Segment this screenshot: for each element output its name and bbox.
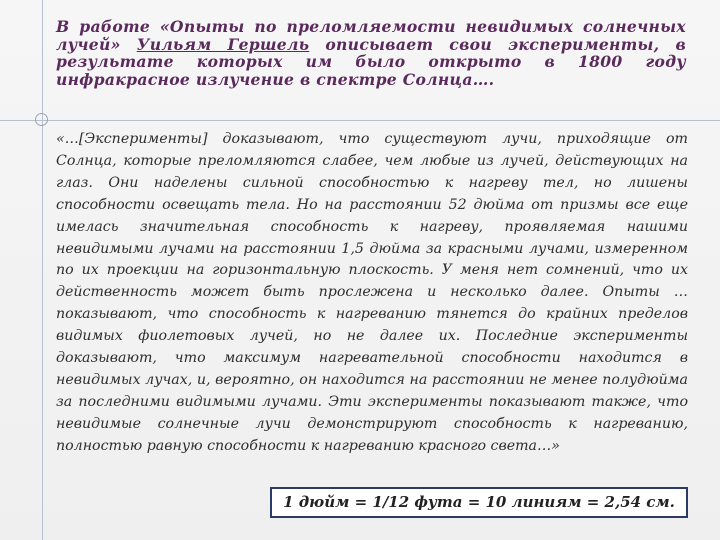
heading-text-part2: описывает свои эксперименты, в результате которых им было открыто в 1800 году инфракрасное излучение в спектре Солнца…. [56,34,686,89]
heading-text-part1: В работе «Опыты по преломляемости невидимых солнечных лучей» [56,17,686,54]
crosshair-ring-icon [35,113,48,126]
unit-conversion-box: 1 дюйм = 1/12 фута = 10 линиям = 2,54 см. [270,487,688,518]
heading-author: Уильям Гершель [136,34,310,54]
vertical-guide-line [42,0,43,540]
herschel-quote: «…[Эксперименты] доказывают, что существуют лучи, приходящие от Солнца, которые преломляются слабее, чем любые из лучей, действующих на глаз. Они наделены сильной способностью к нагреву тел, но лишены способности освещать тела. Но на расстоянии 52 дюйма от призмы все еще имелась значительная способность к нагреву, проявляемая нашими невидимыми лучами на расстоянии 1,5 дюйма за красными лучами, измеренном по их проекции на горизонтальную плоскость. У меня нет сомнений, что их действенность может быть прослежена и несколько далее. Опыты … показывают, что способность к нагреванию тянется до крайних пределов видимых фиолетовых лучей, но не далее их. Последние эксперименты доказывают, что максимум нагревательной способности находится в невидимых лучах, и, вероятно, он находится на расстоянии не менее полудюйма за последними видимыми лучами. Эти эксперименты показывают также, что невидимые солнечные лучи демонстрируют способность к нагреванию, полностью равную способности к нагреванию красного света…» [56,131,688,454]
slide-heading [56,18,686,88]
horizontal-guide-line [0,120,720,121]
